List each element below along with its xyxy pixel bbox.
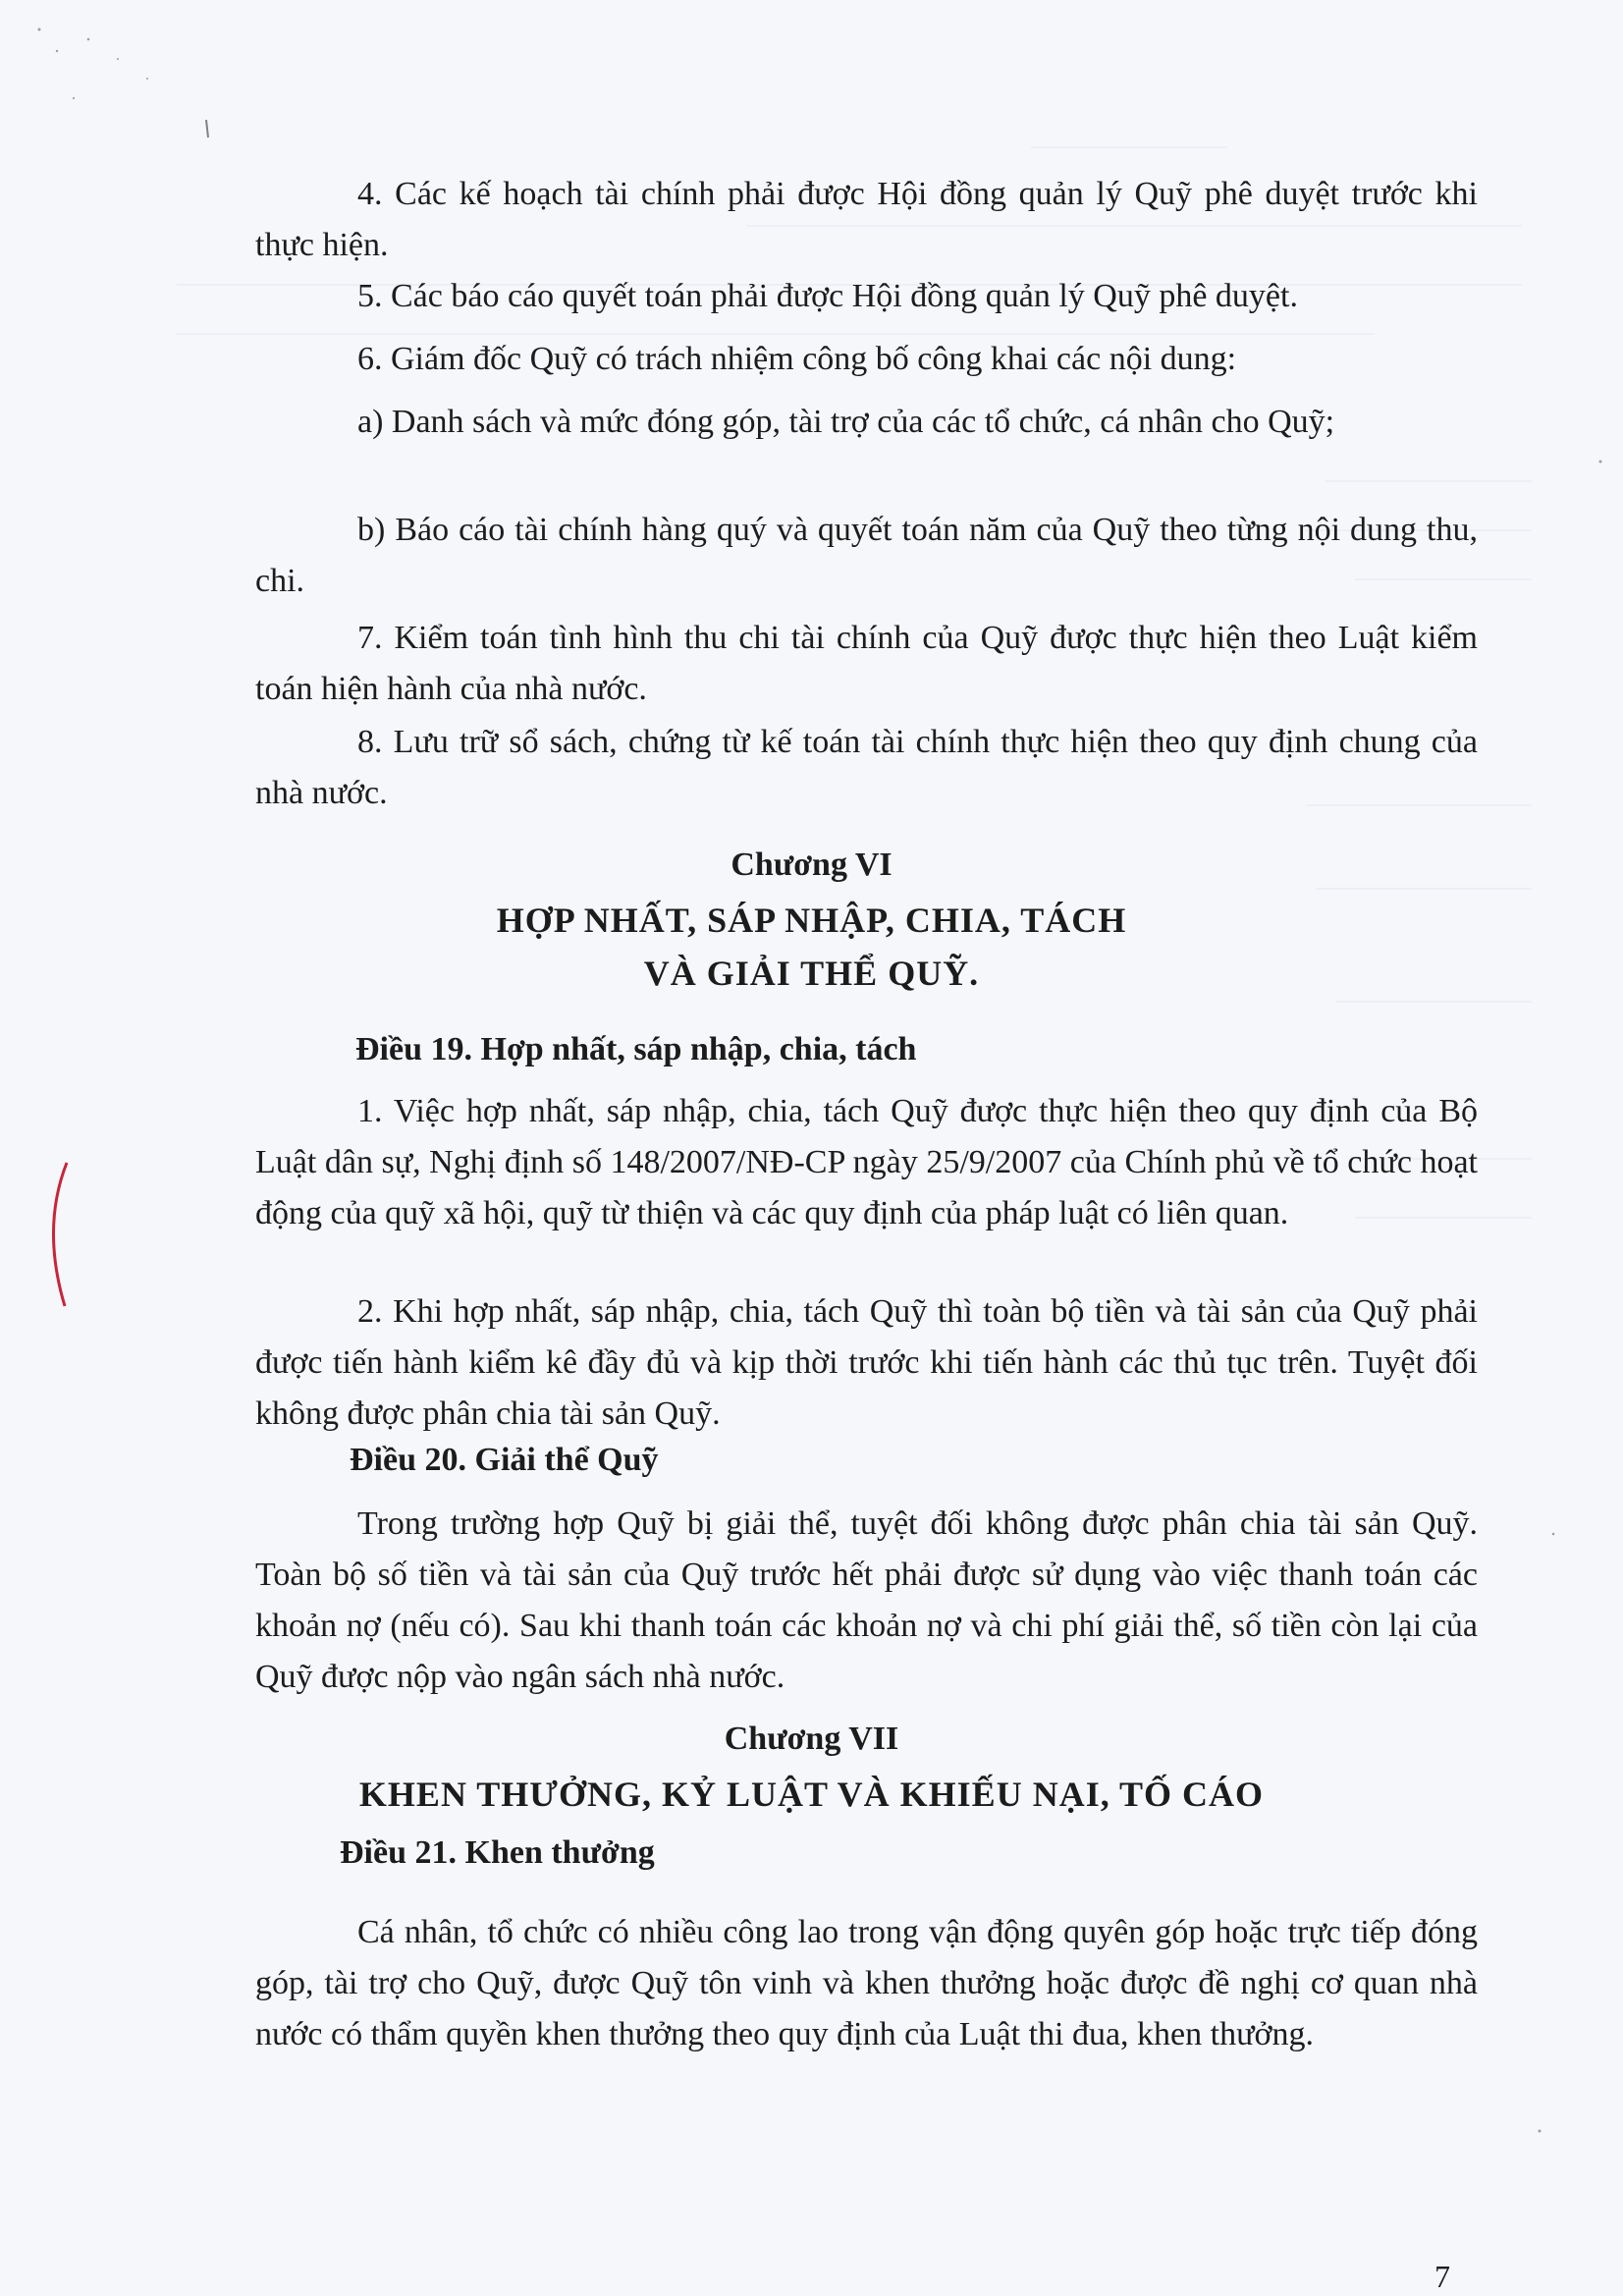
paragraph-6a: a) Danh sách và mức đóng góp, tài trợ của các tổ chức, cá nhân cho Quỹ; — [357, 404, 1335, 440]
paragraph-4: 4. Các kế hoạch tài chính phải được Hội đồng quản lý Quỹ phê duyệt trước khi thực hiện. — [255, 176, 1478, 263]
paragraph-6b: b) Báo cáo tài chính hàng quý và quyết toán năm của Quỹ theo từng nội dung thu, chi. — [255, 512, 1478, 599]
article-19-paragraph-1: 1. Việc hợp nhất, sáp nhập, chia, tách Quỹ được thực hiện theo quy định của Bộ Luật dân sự, Nghị định số 148/2007/NĐ-CP ngày 25/9/2007 của Chính phủ về tổ chức hoạt động của quỹ xã hội, quỹ từ thiện và các quy định của pháp luật có liên quan. — [255, 1093, 1478, 1231]
article-20-paragraph-1: Trong trường hợp Quỹ bị giải thể, tuyệt đối không được phân chia tài sản Quỹ. Toàn bộ số tiền và tài sản của Quỹ trước hết phải được sử dụng vào việc thanh toán các khoản nợ (nếu có). Sau khi thanh toán các khoản nợ và chi phí giải thể, số tiền còn lại của Quỹ được nộp vào ngân sách nhà nước. — [255, 1505, 1478, 1695]
article-21-paragraph-1: Cá nhân, tổ chức có nhiều công lao trong vận động quyên góp hoặc trực tiếp đóng góp, tài trợ cho Quỹ, được Quỹ tôn vinh và khen thưởng hoặc được đề nghị cơ quan nhà nước có thẩm quyền khen thưởng theo quy định của Luật thi đua, khen thưởng. — [255, 1914, 1478, 2052]
chapter-7-title: KHEN THƯỞNG, KỶ LUẬT VÀ KHIẾU NẠI, TỐ CÁO — [358, 1775, 1265, 1814]
paragraph-5: 5. Các báo cáo quyết toán phải được Hội đồng quản lý Quỹ phê duyệt. — [357, 278, 1298, 314]
paragraph-6: 6. Giám đốc Quỹ có trách nhiệm công bố công khai các nội dung: — [357, 341, 1237, 377]
red-pen-mark — [39, 1159, 79, 1316]
chapter-6-title-line2: VÀ GIẢI THỂ QUỸ. — [643, 954, 980, 993]
paragraph-8: 8. Lưu trữ sổ sách, chứng từ kế toán tài chính thực hiện theo quy định chung của nhà nước. — [255, 724, 1478, 811]
article-20-heading: Điều 20. Giải thể Quỹ — [350, 1442, 659, 1478]
article-19-heading: Điều 19. Hợp nhất, sáp nhập, chia, tách — [355, 1031, 917, 1067]
article-21-heading: Điều 21. Khen thưởng — [340, 1834, 655, 1871]
chapter-6-title-line1: HỢP NHẤT, SÁP NHẬP, CHIA, TÁCH — [496, 901, 1127, 940]
chapter-6-label: Chương VI — [730, 847, 893, 883]
page-number: 7 — [1434, 2259, 1450, 2294]
paragraph-7: 7. Kiểm toán tình hình thu chi tài chính của Quỹ được thực hiện theo Luật kiểm toán hiện hành của nhà nước. — [255, 620, 1478, 707]
article-19-paragraph-2: 2. Khi hợp nhất, sáp nhập, chia, tách Quỹ thì toàn bộ tiền và tài sản của Quỹ phải được tiến hành kiểm kê đầy đủ và kịp thời trước khi tiến hành các thủ tục trên. Tuyệt đối không được phân chia tài sản Quỹ. — [255, 1293, 1478, 1432]
chapter-7-label: Chương VII — [724, 1721, 899, 1757]
